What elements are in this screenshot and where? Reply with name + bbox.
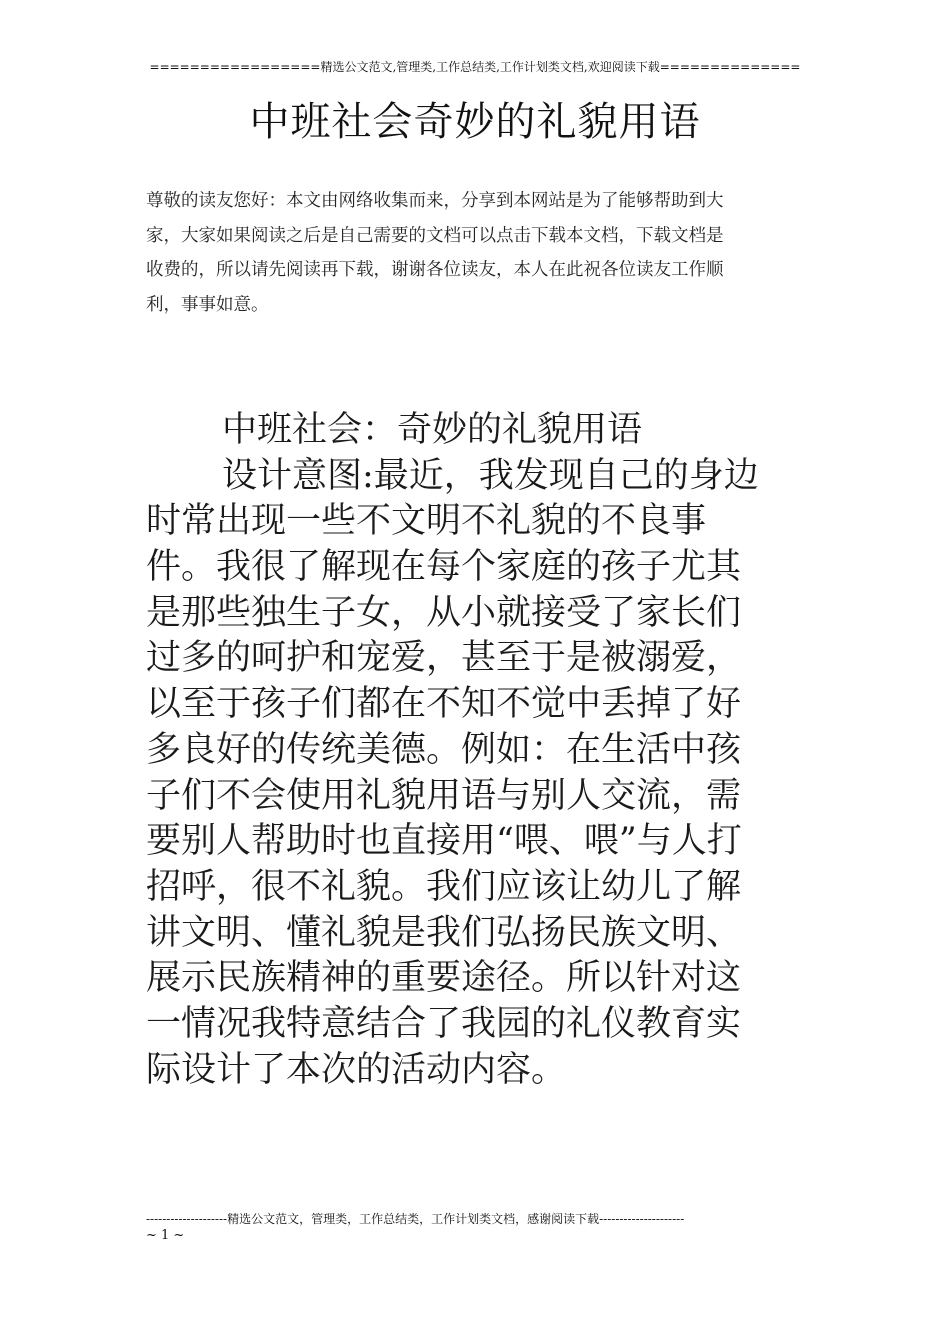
notice-line: 家，大家如果阅读之后是自己需要的文档可以点击下载本文档，下载文档是 <box>146 225 724 246</box>
body-line: 是那些独生子女，从小就接受了家长们 <box>146 592 742 633</box>
body-line: 以至于孩子们都在不知不觉中丢掉了好 <box>146 684 742 725</box>
body-line: 招呼，很不礼貌。我们应该让幼儿了解 <box>146 866 742 907</box>
body-text <box>146 408 826 1093</box>
notice-line: 利，事事如意。 <box>146 294 269 315</box>
body-line: 展示民族精神的重要途径。所以针对这 <box>146 958 742 999</box>
page-number: ~ 1 ~ <box>146 1228 185 1243</box>
footer-banner: --------------------精选公文范文，管理类，工作总结类，工作计划类文档，感谢阅读下载--------------------- <box>146 1212 685 1226</box>
body-line: 要别人帮助时也直接用“喂、喂”与人打 <box>146 821 742 862</box>
body-line: 子们不会使用礼貌用语与别人交流，需 <box>146 775 742 816</box>
download-notice <box>146 184 806 322</box>
body-line: 过多的呵护和宠爱，甚至于是被溺爱， <box>146 638 742 679</box>
body-line: 讲文明、懂礼貌是我们弘扬民族文明、 <box>146 912 742 953</box>
notice-line: 收费的，所以请先阅读再下载，谢谢各位读友，本人在此祝各位读友工作顺 <box>146 260 724 280</box>
notice-line: 尊敬的读友您好：本文由网络收集而来，分享到本网站是为了能够帮助到大 <box>146 191 724 211</box>
page-title: 中班社会奇妙的礼貌用语 <box>249 99 701 145</box>
body-line: 多良好的传统美德。例如：在生活中孩 <box>146 729 742 770</box>
body-line: 一情况我特意结合了我园的礼仪教育实 <box>146 1003 742 1044</box>
body-heading: 中班社会：奇妙的礼貌用语 <box>222 410 643 450</box>
body-line: 件。我很了解现在每个家庭的孩子尤其 <box>146 547 742 588</box>
body-line: 设计意图:最近，我发现自己的身边 <box>222 455 759 496</box>
header-banner: =================精选公文范文,管理类,工作总结类,工作计划类文档,欢迎阅读下载============== <box>149 60 801 74</box>
body-line: 时常出现一些不文明不礼貌的不良事 <box>146 501 707 542</box>
body-line: 际设计了本次的活动内容。 <box>146 1049 567 1090</box>
